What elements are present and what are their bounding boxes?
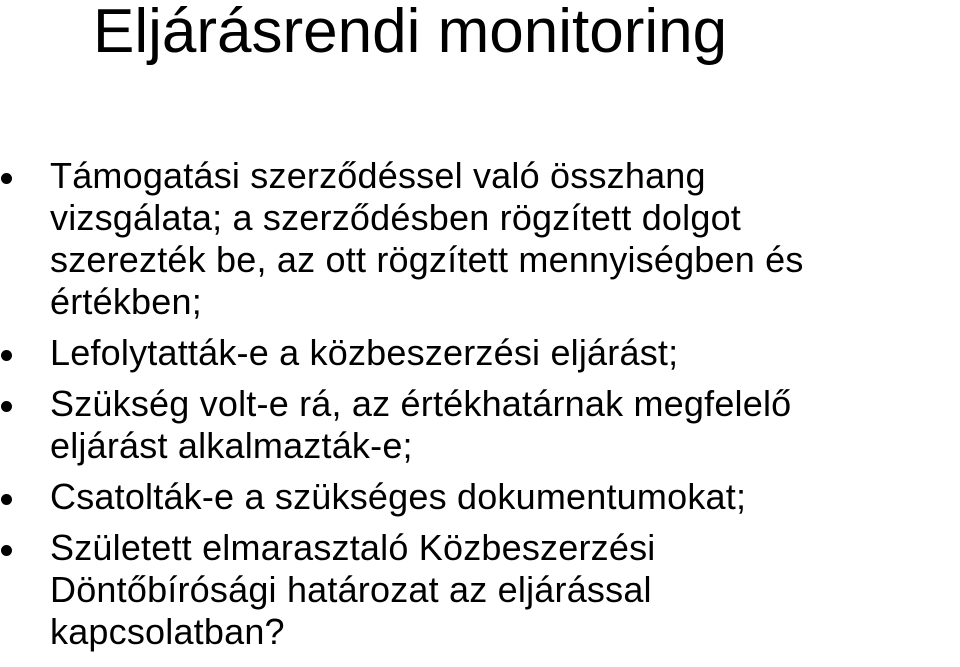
bullet-item <box>0 476 960 518</box>
slide-title: Eljárásrendi monitoring <box>93 0 728 66</box>
bullet-item <box>0 527 960 653</box>
bullet-item <box>0 383 960 467</box>
bullet-text-line: Döntőbírósági határozat az eljárással <box>50 569 652 610</box>
bullet-text-line: Született elmarasztaló Közbeszerzési <box>50 527 656 568</box>
bullet-text-line: Lefolytatták-e a közbeszerzési eljárást; <box>50 332 679 373</box>
bullet-dot-icon <box>1 545 12 556</box>
bullet-text-line: eljárást alkalmazták-e; <box>50 425 413 466</box>
bullet-dot-icon <box>1 350 12 361</box>
bullet-text-line: kapcsolatban? <box>50 611 285 652</box>
bullet-text-line: vizsgálata; a szerződésben rögzített dolgot <box>50 197 742 238</box>
bullet-text-line: Szükség volt-e rá, az értékhatárnak megfelelő <box>50 383 792 424</box>
bullet-item <box>0 155 960 323</box>
bullet-dot-icon <box>1 494 12 505</box>
bullet-text-line: értékben; <box>50 281 202 322</box>
bullet-dot-icon <box>1 401 12 412</box>
bullet-dot-icon <box>1 173 12 184</box>
bullet-text-line: Támogatási szerződéssel való összhang <box>50 155 706 196</box>
bullet-text-line: szerezték be, az ott rögzített mennyiségben és <box>50 239 804 280</box>
bullet-text-line: Csatolták-e a szükséges dokumentumokat; <box>50 476 747 517</box>
bullet-item <box>0 332 960 374</box>
bullet-list <box>0 155 960 653</box>
